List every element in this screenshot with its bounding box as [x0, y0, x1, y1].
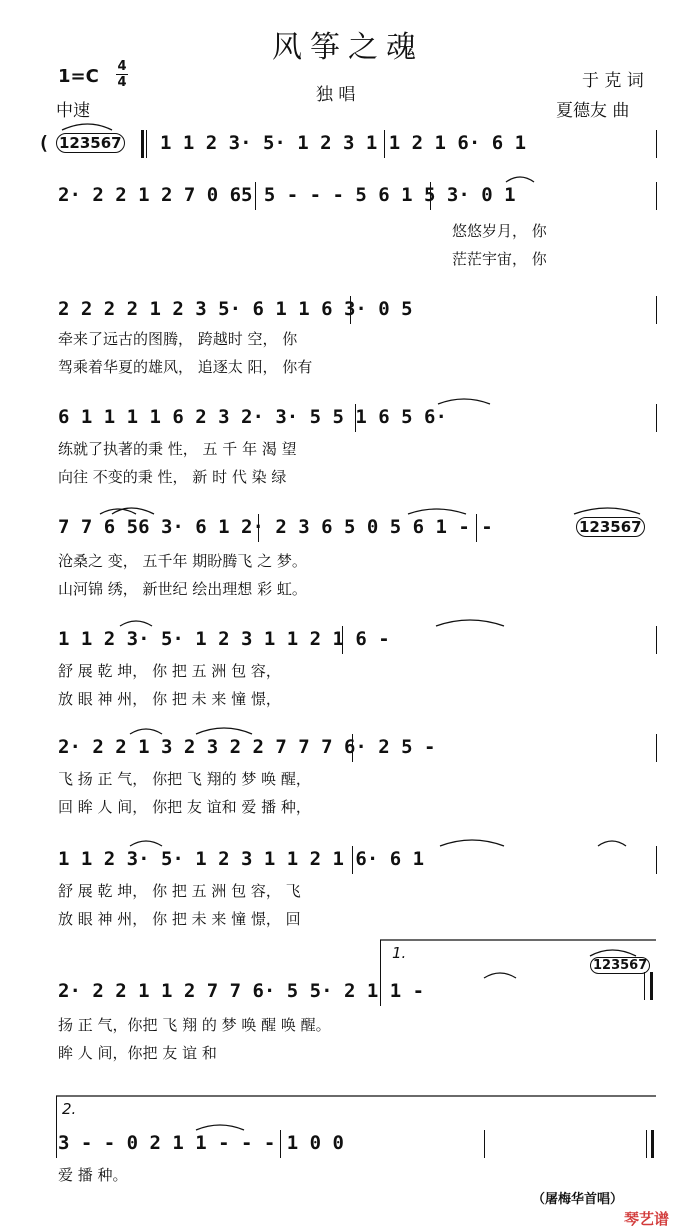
slur	[438, 399, 490, 404]
note-row-9: 2· 2 2 1 1 2 7 7 6· 5 5· 2 1 1 -	[58, 980, 425, 1002]
time-signature-bottom: 4	[117, 75, 127, 90]
premiere-credit: （屠梅华首唱）	[532, 1192, 624, 1207]
performance-type: 独 唱	[316, 85, 356, 105]
lyric-row-9-verse-1: 扬 正 气，你把 飞 翔 的 梦 唤 醒 唤 醒。	[58, 1016, 331, 1034]
slur	[100, 509, 136, 514]
song-title: 风筝之魂	[272, 30, 424, 65]
slur	[436, 620, 504, 626]
lyric-row-3-verse-1: 牵来了远古的图腾， 跨越时 空， 你	[58, 330, 298, 348]
key-signature: 1=C	[58, 66, 99, 87]
lyric-row-7-verse-1: 飞 扬 正 气， 你把 飞 翔的 梦 唤 醒，	[58, 770, 311, 788]
slur	[196, 1125, 244, 1130]
lyric-row-7-verse-2: 回 眸 人 间， 你把 友 谊和 爱 播 种，	[58, 798, 311, 816]
lyric-row-10: 爱 播 种。	[58, 1166, 128, 1184]
note-row-3: 2 2 2 2 1 2 3 5· 6 1 1 6 3· 0 5	[58, 298, 413, 320]
note-row-4: 6 1 1 1 1 6 2 3 2· 3· 5 5 1 6 5 6·	[58, 406, 447, 428]
slur	[484, 973, 516, 978]
note-row-2: 2· 2 2 1 2 7 0 65 5 - - - 5 6 1 5 3· 0 1	[58, 184, 516, 206]
slur	[408, 509, 466, 514]
slur	[574, 508, 640, 514]
ending-box: 123567	[590, 957, 650, 974]
time-signature-top: 4	[117, 59, 127, 74]
note-row-5: 7 7 6 56 3· 6 1 2· 2 3 6 5 0 5 6 1 - -	[58, 516, 493, 538]
slur	[130, 729, 162, 734]
note-row-10: 3 - - 0 2 1 1 - - - 1 0 0	[58, 1132, 344, 1154]
first-ending-label: 1.	[392, 944, 407, 962]
lyric-row-4-verse-1: 练就了执著的秉 性， 五 千 年 渴 望	[58, 440, 297, 458]
lyric-row-8-verse-1: 舒 展 乾 坤， 你 把 五 洲 包 容， 飞	[58, 882, 301, 900]
composer: 夏德友 曲	[556, 101, 630, 121]
second-ending-label: 2.	[62, 1100, 77, 1118]
lyric-row-2-verse-2: 茫茫宇宙， 你	[452, 250, 547, 268]
lyric-row-3-verse-2: 驾乘着华夏的雄风， 追逐太 阳， 你有	[58, 358, 313, 376]
note-row-8: 1 1 2 3· 5· 1 2 3 1 1 2 1 6· 6 1	[58, 848, 425, 870]
slur	[506, 177, 534, 182]
site-watermark: 琴艺谱	[624, 1210, 670, 1228]
slur	[196, 728, 252, 734]
tempo-marking: 中速	[56, 101, 90, 121]
slur	[62, 124, 112, 130]
intro-prefix: (	[38, 132, 50, 154]
interlude-box: 123567	[576, 517, 645, 537]
note-row-7: 2· 2 2 1 3 2 3 2 2 7 7 7 6· 2 5 -	[58, 736, 436, 758]
slur	[590, 950, 636, 956]
slur	[130, 841, 162, 846]
lyric-row-6-verse-2: 放 眼 神 州， 你 把 未 来 憧 憬，	[58, 690, 281, 708]
note-row-6: 1 1 2 3· 5· 1 2 3 1 1 2 1 6 -	[58, 628, 390, 650]
slur	[120, 621, 152, 626]
slur	[440, 840, 504, 846]
lyric-row-5-verse-2: 山河锦 绣， 新世纪 绘出理想 彩 虹。	[58, 580, 307, 598]
lyric-row-2-verse-1: 悠悠岁月， 你	[452, 222, 547, 240]
lyricist: 于 克 词	[582, 71, 644, 91]
slur	[598, 841, 626, 846]
lyric-row-6-verse-1: 舒 展 乾 坤， 你 把 五 洲 包 容，	[58, 662, 281, 680]
lyric-row-4-verse-2: 向往 不变的秉 性， 新 时 代 染 绿	[58, 468, 287, 486]
intro-box: 123567	[56, 133, 125, 153]
note-row-1: 1 1 2 3· 5· 1 2 3 1 1 2 1 6· 6 1	[160, 132, 527, 154]
lyric-row-8-verse-2: 放 眼 神 州， 你 把 未 来 憧 憬， 回	[58, 910, 301, 928]
lyric-row-5-verse-1: 沧桑之 变， 五千年 期盼腾飞 之 梦。	[58, 552, 307, 570]
lyric-row-9-verse-2: 眸 人 间，你把 友 谊 和	[58, 1044, 217, 1062]
